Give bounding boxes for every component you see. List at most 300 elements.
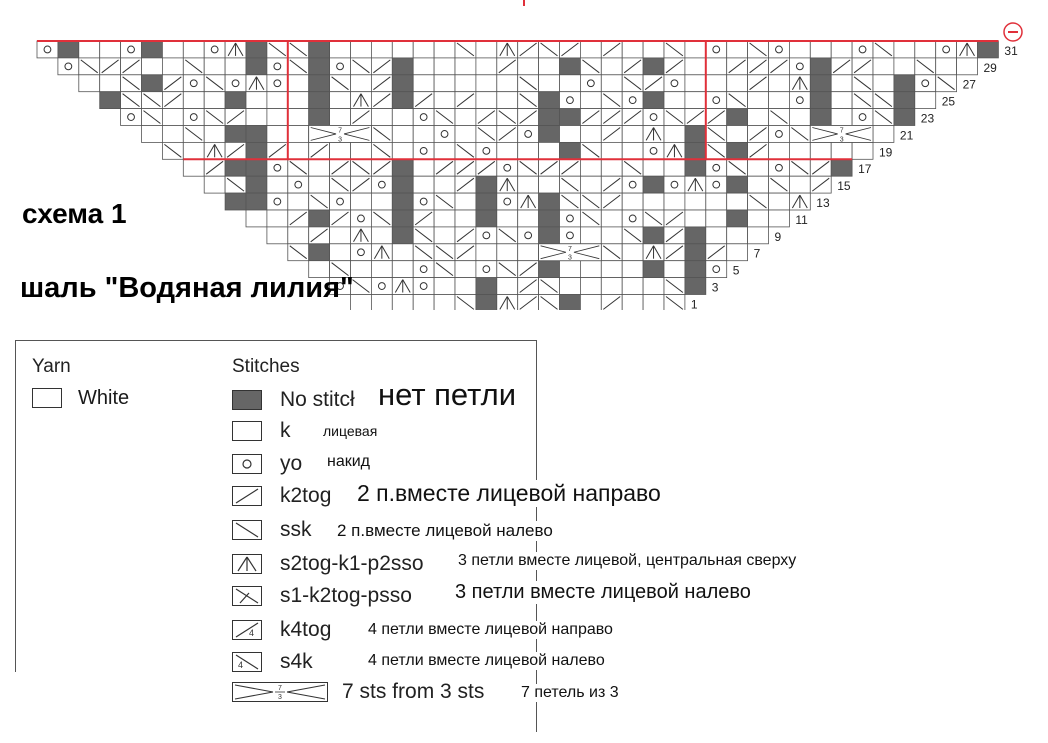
chart-cell xyxy=(142,41,163,58)
chart-cell xyxy=(267,227,288,244)
chart-cell xyxy=(706,126,727,143)
chart-cell xyxy=(748,159,769,176)
chart-cell xyxy=(392,159,413,176)
chart-cell xyxy=(246,210,267,227)
chart-cell xyxy=(894,92,915,109)
chart-cell xyxy=(831,41,852,58)
chart-cell xyxy=(664,126,685,143)
chart-cell xyxy=(434,261,455,278)
chart-cell xyxy=(727,58,748,75)
chart-cell xyxy=(539,278,560,295)
chart-cell xyxy=(560,75,581,92)
chart-cell xyxy=(413,193,434,210)
chart-cell xyxy=(685,193,706,210)
chart-cell xyxy=(601,109,622,126)
chart-grid xyxy=(37,41,998,310)
chart-cell xyxy=(100,58,121,75)
chart-cell xyxy=(309,193,330,210)
legend-abbr: s2tog-k1-p2sso xyxy=(280,552,424,575)
chart-cell xyxy=(413,75,434,92)
cable-cell xyxy=(309,126,372,144)
chart-cell xyxy=(789,159,810,176)
chart-cell xyxy=(455,142,476,159)
chart-cell xyxy=(100,41,121,58)
chart-cell xyxy=(309,92,330,109)
chart-cell xyxy=(183,109,204,126)
scheme-label: схема 1 xyxy=(22,198,127,229)
chart-cell xyxy=(685,58,706,75)
legend-rus: 4 петли вместе лицевой направо xyxy=(365,621,616,639)
chart-cell xyxy=(622,41,643,58)
chart-cell xyxy=(392,176,413,193)
chart-cell xyxy=(601,159,622,176)
chart-cell xyxy=(434,176,455,193)
chart-cell xyxy=(413,92,434,109)
chart-cell xyxy=(560,126,581,143)
chart-cell xyxy=(413,126,434,143)
chart-cell xyxy=(748,58,769,75)
chart-cell xyxy=(936,75,957,92)
chart-cell xyxy=(789,92,810,109)
chart-cell xyxy=(769,75,790,92)
chart-cell xyxy=(685,261,706,278)
chart-cell xyxy=(267,75,288,92)
chart-cell xyxy=(330,210,351,227)
chart-cell xyxy=(476,41,497,58)
shawl-title: шаль "Водяная лилия" xyxy=(20,272,354,304)
chart-cell xyxy=(601,92,622,109)
chart-cell xyxy=(727,210,748,227)
chart-cell xyxy=(601,193,622,210)
chart-cell xyxy=(330,244,351,261)
chart-cell xyxy=(121,92,142,109)
chart-cell xyxy=(497,261,518,278)
chart-cell xyxy=(413,159,434,176)
chart-cell xyxy=(936,41,957,58)
chart-cell xyxy=(371,126,392,143)
row-number: 17 xyxy=(858,162,872,177)
chart-cell xyxy=(601,210,622,227)
chart-cell xyxy=(915,41,936,58)
chart-cell xyxy=(580,58,601,75)
chart-cell xyxy=(685,159,706,176)
chart-cell xyxy=(560,41,581,58)
no-stitch-icon xyxy=(232,390,262,410)
chart-cell xyxy=(476,227,497,244)
chart-cell xyxy=(873,126,894,143)
chart-cell xyxy=(183,75,204,92)
legend-rus: лицевая xyxy=(320,423,380,439)
chart-cell xyxy=(267,58,288,75)
chart-cell xyxy=(518,176,539,193)
chart-cell xyxy=(601,126,622,143)
chart-cell xyxy=(915,75,936,92)
chart-cell xyxy=(455,92,476,109)
chart-cell xyxy=(518,244,539,261)
chart-cell xyxy=(748,109,769,126)
row-number: 15 xyxy=(837,179,851,194)
chart-cell xyxy=(560,210,581,227)
chart-cell xyxy=(309,244,330,261)
chart-cell xyxy=(121,41,142,58)
chart-cell xyxy=(518,58,539,75)
chart-cell xyxy=(852,41,873,58)
chart-cell xyxy=(288,75,309,92)
s2tog-k1-p2sso-icon xyxy=(232,554,262,574)
cable-label-top: 7 xyxy=(338,127,343,135)
chart-cell xyxy=(371,142,392,159)
chart-cell xyxy=(497,210,518,227)
chart-cell xyxy=(434,92,455,109)
chart-cell xyxy=(560,227,581,244)
chart-cell xyxy=(162,142,183,159)
chart-cell xyxy=(622,193,643,210)
chart-cell xyxy=(518,159,539,176)
sym-four-text: 4 xyxy=(238,660,244,670)
chart-cell xyxy=(539,75,560,92)
chart-cell xyxy=(622,75,643,92)
chart-cell xyxy=(580,126,601,143)
chart-cell xyxy=(769,126,790,143)
chart-cell xyxy=(706,159,727,176)
chart-cell xyxy=(622,278,643,295)
chart-cell xyxy=(539,41,560,58)
chart-cell xyxy=(267,92,288,109)
chart-cell xyxy=(434,244,455,261)
chart-cell xyxy=(476,261,497,278)
chart-cell xyxy=(351,210,372,227)
chart-cell xyxy=(706,227,727,244)
chart-cell xyxy=(727,193,748,210)
chart-cell xyxy=(748,142,769,159)
chart-cell xyxy=(622,210,643,227)
chart-cell xyxy=(748,126,769,143)
chart-cell xyxy=(685,126,706,143)
chart-cell xyxy=(539,58,560,75)
chart-cell xyxy=(121,58,142,75)
chart-cell xyxy=(267,176,288,193)
chart-cell xyxy=(246,159,267,176)
chart-cell xyxy=(413,295,434,311)
chart-cell xyxy=(204,41,225,58)
chart-cell xyxy=(434,109,455,126)
chart-cell xyxy=(267,193,288,210)
chart-cell xyxy=(434,159,455,176)
chart-cell xyxy=(204,176,225,193)
chart-cell xyxy=(476,142,497,159)
chart-cell xyxy=(225,92,246,109)
chart-cell xyxy=(434,193,455,210)
legend-rus: 7 петель из 3 xyxy=(518,684,622,702)
remove-icon[interactable] xyxy=(1004,23,1022,41)
cable-label-bottom: 3 xyxy=(567,254,572,262)
chart-cell xyxy=(518,142,539,159)
legend-abbr: k2tog xyxy=(280,484,332,507)
sym-four-text: 4 xyxy=(249,628,255,638)
chart-cell xyxy=(518,75,539,92)
chart-cell xyxy=(706,41,727,58)
chart-cell xyxy=(789,126,810,143)
chart-cell xyxy=(288,41,309,58)
chart-cell xyxy=(455,109,476,126)
chart-cell xyxy=(371,75,392,92)
chart-cell xyxy=(330,109,351,126)
k2tog-icon xyxy=(232,486,262,506)
chart-cell xyxy=(706,58,727,75)
chart-cell xyxy=(497,176,518,193)
chart-cell xyxy=(685,142,706,159)
chart-cell xyxy=(560,261,581,278)
chart-cell xyxy=(643,210,664,227)
chart-cell xyxy=(309,75,330,92)
chart-cell xyxy=(601,278,622,295)
chart-cell xyxy=(852,92,873,109)
chart-cell xyxy=(455,244,476,261)
sym-seven-text: 7 xyxy=(278,685,282,692)
legend-abbr: k4tog xyxy=(280,618,332,641)
chart-cell xyxy=(518,261,539,278)
chart-cell xyxy=(727,159,748,176)
row-number: 7 xyxy=(753,246,761,261)
chart-cell xyxy=(894,109,915,126)
chart-cell xyxy=(246,58,267,75)
chart-cell xyxy=(455,278,476,295)
chart-cell xyxy=(706,75,727,92)
chart-cell xyxy=(413,278,434,295)
chart-cell xyxy=(643,159,664,176)
s1-k2tog-psso-icon xyxy=(232,586,262,606)
chart-cell xyxy=(685,109,706,126)
chart-cell xyxy=(539,193,560,210)
chart-cell xyxy=(330,75,351,92)
chart-cell xyxy=(769,58,790,75)
chart-cell xyxy=(330,58,351,75)
chart-cell xyxy=(434,126,455,143)
chart-cell xyxy=(580,210,601,227)
chart-cell xyxy=(142,126,163,143)
chart-cell xyxy=(727,142,748,159)
chart-cell xyxy=(371,92,392,109)
chart-cell xyxy=(37,41,58,58)
chart-cell xyxy=(560,193,581,210)
chart-cell xyxy=(392,244,413,261)
chart-cell xyxy=(497,295,518,311)
chart-cell xyxy=(643,295,664,311)
row-number: 11 xyxy=(795,212,808,227)
chart-cell xyxy=(371,109,392,126)
chart-cell xyxy=(580,109,601,126)
chart-cell xyxy=(288,159,309,176)
chart-cell xyxy=(685,41,706,58)
chart-cell xyxy=(225,58,246,75)
chart-cell xyxy=(873,109,894,126)
chart-cell xyxy=(162,92,183,109)
chart-cell xyxy=(183,142,204,159)
chart-cell xyxy=(392,193,413,210)
chart-cell xyxy=(330,142,351,159)
chart-cell xyxy=(727,244,748,261)
chart-cell xyxy=(434,75,455,92)
chart-cell xyxy=(288,193,309,210)
chart-cell xyxy=(706,142,727,159)
chart-cell xyxy=(225,176,246,193)
chart-cell xyxy=(309,210,330,227)
chart-cell xyxy=(601,142,622,159)
legend-row-7from3 xyxy=(232,680,532,706)
chart-cell xyxy=(664,41,685,58)
chart-cell xyxy=(371,193,392,210)
chart-cell xyxy=(351,75,372,92)
chart-cell xyxy=(183,159,204,176)
chart-cell xyxy=(873,75,894,92)
chart-cell xyxy=(121,75,142,92)
chart-cell xyxy=(267,41,288,58)
chart-cell xyxy=(476,244,497,261)
legend-cover xyxy=(0,672,230,743)
row-number: 19 xyxy=(879,145,893,160)
chart-cell xyxy=(706,210,727,227)
chart-cell xyxy=(789,41,810,58)
chart-cell xyxy=(706,109,727,126)
chart-cell xyxy=(371,278,392,295)
chart-cell xyxy=(643,58,664,75)
chart-cell xyxy=(267,126,288,143)
chart-cell xyxy=(288,244,309,261)
chart-cell xyxy=(601,58,622,75)
chart-cell xyxy=(727,176,748,193)
chart-cell xyxy=(288,210,309,227)
chart-cell xyxy=(852,109,873,126)
chart-cell xyxy=(539,109,560,126)
chart-cell xyxy=(392,261,413,278)
chart-cell xyxy=(330,176,351,193)
chart-cell xyxy=(580,159,601,176)
chart-cell xyxy=(748,41,769,58)
chart-cell xyxy=(685,244,706,261)
chart-cell xyxy=(831,109,852,126)
chart-cell xyxy=(309,41,330,58)
chart-cell xyxy=(831,142,852,159)
chart-cell xyxy=(685,210,706,227)
chart-cell xyxy=(330,159,351,176)
chart-cell xyxy=(288,126,309,143)
chart-cell xyxy=(497,193,518,210)
chart-cell xyxy=(476,210,497,227)
chart-cell xyxy=(246,193,267,210)
chart-cell xyxy=(204,126,225,143)
chart-cell xyxy=(706,244,727,261)
chart-cell xyxy=(789,58,810,75)
chart-cell xyxy=(183,126,204,143)
chart-cell xyxy=(79,41,100,58)
chart-cell xyxy=(455,58,476,75)
chart-cell xyxy=(204,58,225,75)
chart-cell xyxy=(142,75,163,92)
chart-cell xyxy=(601,41,622,58)
seven-from-three-icon xyxy=(232,682,328,702)
chart-cell xyxy=(664,176,685,193)
chart-cell xyxy=(351,109,372,126)
legend-rus: нет петли xyxy=(375,377,519,413)
chart-cell xyxy=(371,159,392,176)
chart-cell xyxy=(539,92,560,109)
chart-cell xyxy=(246,142,267,159)
chart-cell xyxy=(748,227,769,244)
chart-cell xyxy=(183,41,204,58)
chart-cell xyxy=(455,126,476,143)
chart-cell xyxy=(789,109,810,126)
chart-cell xyxy=(560,109,581,126)
chart-cell xyxy=(100,92,121,109)
chart-cell xyxy=(497,58,518,75)
chart-cell xyxy=(664,227,685,244)
chart-cell xyxy=(643,75,664,92)
legend-abbr: ssk xyxy=(280,518,312,541)
chart-cell xyxy=(162,109,183,126)
chart-cell xyxy=(267,142,288,159)
chart-cell xyxy=(539,126,560,143)
chart-cell xyxy=(392,92,413,109)
chart-cell xyxy=(622,126,643,143)
chart-cell xyxy=(894,41,915,58)
chart-cell xyxy=(309,159,330,176)
chart-cell xyxy=(769,109,790,126)
chart-cell xyxy=(455,75,476,92)
chart-cell xyxy=(162,126,183,143)
chart-cell xyxy=(58,41,79,58)
chart-cell xyxy=(371,210,392,227)
legend-rus: 2 п.вместе лицевой направо xyxy=(354,480,664,507)
chart-cell xyxy=(852,58,873,75)
chart-cell xyxy=(643,244,664,261)
chart-cell xyxy=(957,58,978,75)
chart-cell xyxy=(330,41,351,58)
chart-cell xyxy=(622,244,643,261)
k4tog-icon xyxy=(232,620,262,640)
chart-cell xyxy=(539,295,560,311)
chart-cell xyxy=(706,92,727,109)
chart-cell xyxy=(915,58,936,75)
chart-cell xyxy=(622,227,643,244)
chart-cell xyxy=(142,92,163,109)
chart-cell xyxy=(204,142,225,159)
chart-cell xyxy=(580,41,601,58)
s4k-icon xyxy=(232,652,262,672)
chart-cell xyxy=(434,295,455,311)
chart-cell xyxy=(664,75,685,92)
chart-cell xyxy=(664,159,685,176)
legend-rus: 4 петли вместе лицевой налево xyxy=(365,652,608,670)
chart-cell xyxy=(560,278,581,295)
cable-label-bottom: 3 xyxy=(839,136,844,144)
chart-cell xyxy=(727,126,748,143)
legend-abbr: k xyxy=(280,419,291,442)
chart-cell xyxy=(351,142,372,159)
chart-cell xyxy=(748,176,769,193)
chart-cell xyxy=(497,109,518,126)
chart-cell xyxy=(246,126,267,143)
legend-abbr: s4k xyxy=(280,650,313,673)
chart-cell xyxy=(371,176,392,193)
legend-rus: 3 петли вместе лицевой налево xyxy=(452,581,754,604)
chart-cell xyxy=(371,261,392,278)
chart-cell xyxy=(371,244,392,261)
chart-cell xyxy=(392,126,413,143)
chart-cell xyxy=(518,227,539,244)
chart-cell xyxy=(288,109,309,126)
chart-cell xyxy=(810,75,831,92)
chart-cell xyxy=(204,109,225,126)
